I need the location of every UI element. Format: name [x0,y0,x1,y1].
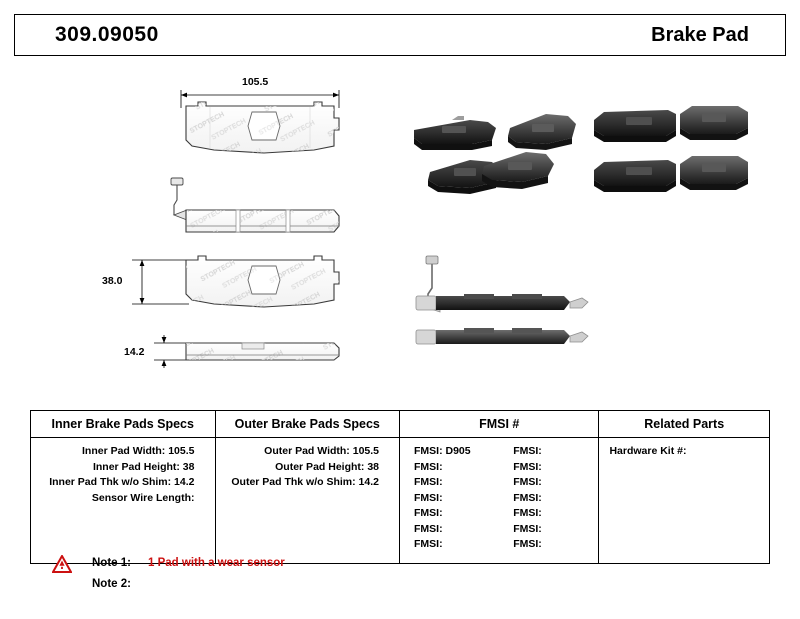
pad-front-view-lower [186,256,339,307]
note-1-text: 1 Pad with a wear sensor [148,556,285,569]
related-parts-column [599,411,769,563]
part-number: 309.09050 [55,23,159,46]
fmsi-row: FMSI: [513,507,542,519]
notes-section [52,552,652,594]
fmsi-column [400,411,599,563]
dimension-label-thickness: 14.2 [124,346,145,358]
document-type-title: Brake Pad [651,23,749,46]
note-2-label: Note 2: [92,577,131,590]
spec-row: Inner Pad Height: 38 [92,460,195,473]
drawing-svg [14,60,786,392]
note-1-label: Note 1: [92,556,131,569]
fmsi-row: FMSI: [513,460,542,473]
dimension-height [132,260,189,304]
fmsi-row: FMSI: [414,538,443,550]
product-photo-angled-pads [414,114,576,194]
inner-pad-specs-body [31,438,215,550]
spec-row: Outer Pad Width: 105.5 [264,445,379,457]
outer-pad-specs-column [216,411,401,563]
dimension-label-width: 105.5 [242,76,269,88]
spec-row: Inner Pad Thk w/o Shim: 14.2 [49,476,195,488]
inner-pad-specs-title: Inner Brake Pads Specs [31,411,215,438]
header-bar [14,14,786,56]
fmsi-row: FMSI: [414,507,443,519]
outer-pad-specs-body [216,438,400,550]
dimension-label-height: 38.0 [102,275,123,287]
fmsi-row: FMSI: [513,522,542,535]
spec-row: Sensor Wire Length: [91,491,195,504]
pad-side-view-bottom [186,343,339,360]
fmsi-row: FMSI: [513,476,542,488]
related-parts-body [599,438,769,550]
note-row-2 [52,573,652,594]
inner-pad-specs-column [31,411,216,563]
outer-pad-specs-title: Outer Brake Pads Specs [216,411,400,438]
fmsi-row: FMSI: [414,491,443,504]
product-photo-side-pads [416,256,588,344]
fmsi-row: FMSI: [414,522,443,535]
spec-row: Outer Pad Height: 38 [275,460,379,473]
fmsi-row: FMSI: D905 [414,445,471,457]
fmsi-row: FMSI: [513,491,542,504]
product-photo-pad-set [594,106,748,192]
specs-table [30,410,770,564]
technical-drawing-area [14,60,786,392]
fmsi-left-list [400,444,499,553]
spec-row: Outer Pad Thk w/o Shim: 14.2 [231,476,379,488]
related-parts-title: Related Parts [599,411,769,438]
warning-icon [52,555,72,573]
note-row-1 [52,552,652,573]
fmsi-row: FMSI: [414,476,443,488]
dimension-thickness [154,335,189,368]
fmsi-title: FMSI # [400,411,598,438]
fmsi-row: FMSI: [513,445,542,457]
spec-row: Inner Pad Width: 105.5 [81,445,195,457]
fmsi-row: FMSI: [513,538,542,550]
related-row: Hardware Kit #: [609,445,687,457]
pad-front-view [186,102,339,153]
pad-side-view-with-sensor [171,178,339,232]
fmsi-right-list [499,444,598,553]
fmsi-body [400,438,598,563]
fmsi-row: FMSI: [414,460,443,473]
